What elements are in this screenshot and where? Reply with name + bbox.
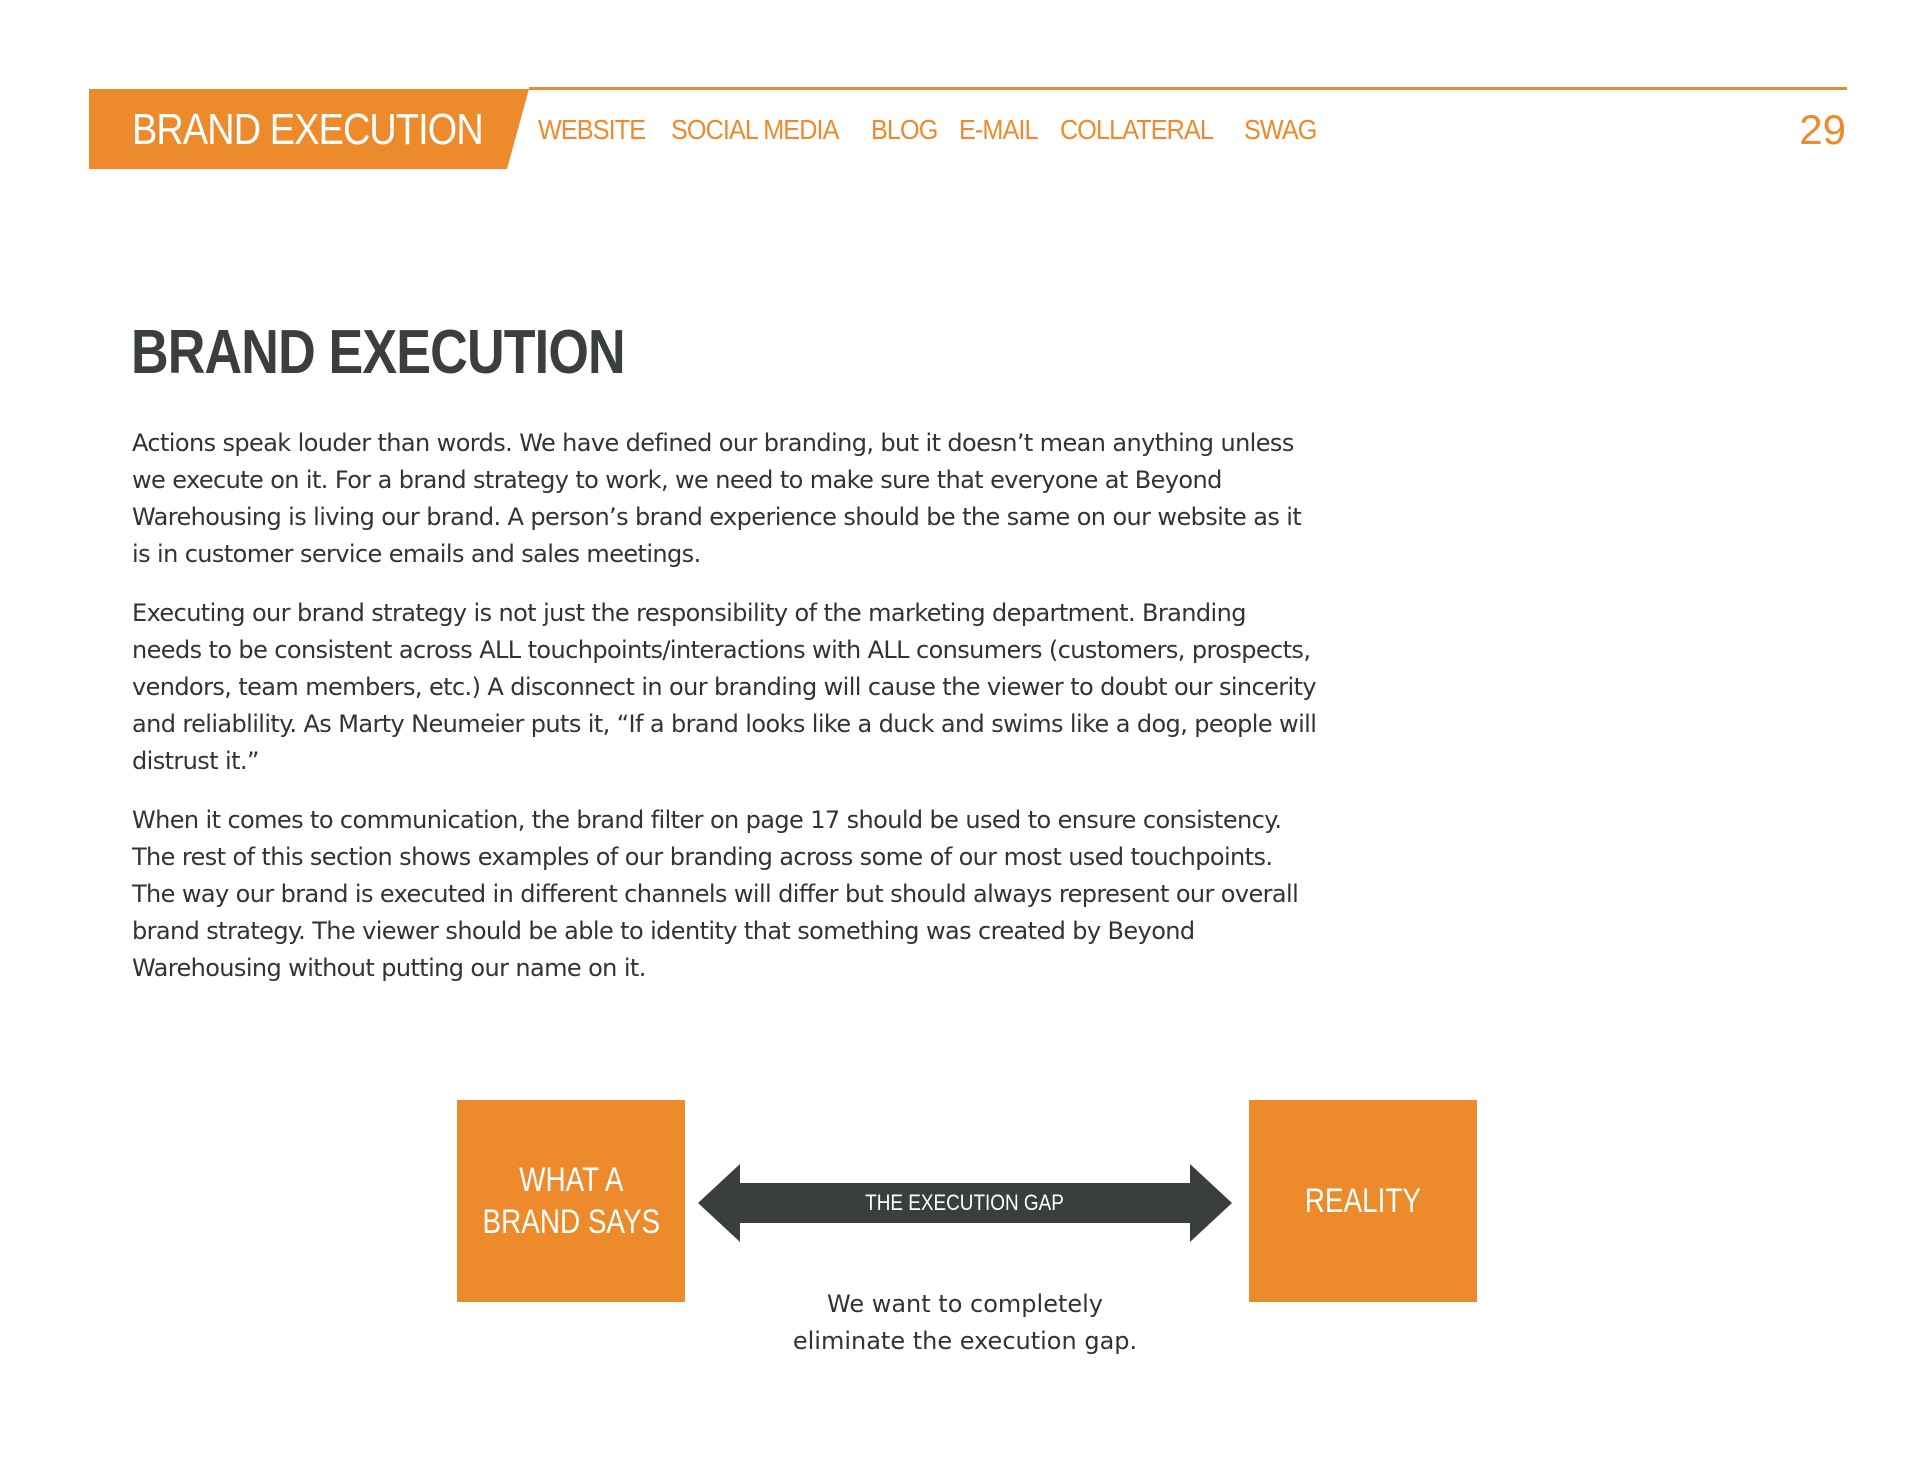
body-paragraph-2: Executing our brand strategy is not just the responsibility of the marketing department. Branding needs to be consistent across ALL touchpoints/interactions with ALL consumers (customers, prospects, vendors, team members, etc.) A disconnect in our branding will cause the viewer to doubt our sincerity and reliablility. As Marty Neumeier puts it, “If a brand looks like a duck and swims like a dog, people will distrust it.” <box>132 599 1317 775</box>
header-rule <box>529 87 1847 90</box>
body-paragraph-3: When it comes to communication, the brand filter on page 17 should be used to ensure consistency. The rest of this section shows examples of our branding across some of our most used touchpoints. The way our brand is executed in different channels will differ but should always represent our overall brand strategy. The viewer should be able to identity that something was created by Beyond Warehousing without putting our name on it. <box>132 806 1299 982</box>
diagram-caption <box>698 1286 1232 1360</box>
caption-line-2: eliminate the execution gap. <box>792 1327 1138 1355</box>
brand-says-line-2: BRAND SAYS <box>482 1203 660 1241</box>
reality-box <box>1249 1100 1477 1302</box>
header-section-title: BRAND EXECUTION <box>132 105 483 154</box>
execution-gap-label: THE EXECUTION GAP <box>865 1190 1065 1215</box>
page-title: BRAND EXECUTION <box>131 318 625 387</box>
brand-says-line-1: WHAT A <box>518 1161 624 1199</box>
nav-swag[interactable]: SWAG <box>1244 114 1317 145</box>
nav-website[interactable]: WEBSITE <box>538 114 646 145</box>
body-text <box>132 425 1322 1009</box>
nav-blog[interactable]: BLOG <box>871 114 938 145</box>
page-number: 29 <box>1799 106 1846 153</box>
body-paragraph-1: Actions speak louder than words. We have defined our branding, but it doesn’t mean anything unless we execute on it. For a brand strategy to work, we need to make sure that everyone at Beyond Warehousing is living our brand. A person’s brand experience should be the same on our website as it is in customer service emails and sales meetings. <box>132 429 1302 568</box>
section-nav <box>538 110 1339 150</box>
nav-e-mail[interactable]: E-MAIL <box>958 114 1038 145</box>
brand-says-box <box>457 1100 685 1302</box>
reality-label: REALITY <box>1304 1182 1422 1220</box>
nav-collateral[interactable]: COLLATERAL <box>1060 114 1214 145</box>
nav-social-media[interactable]: SOCIAL MEDIA <box>671 114 839 145</box>
caption-line-1: We want to completely <box>827 1290 1103 1318</box>
